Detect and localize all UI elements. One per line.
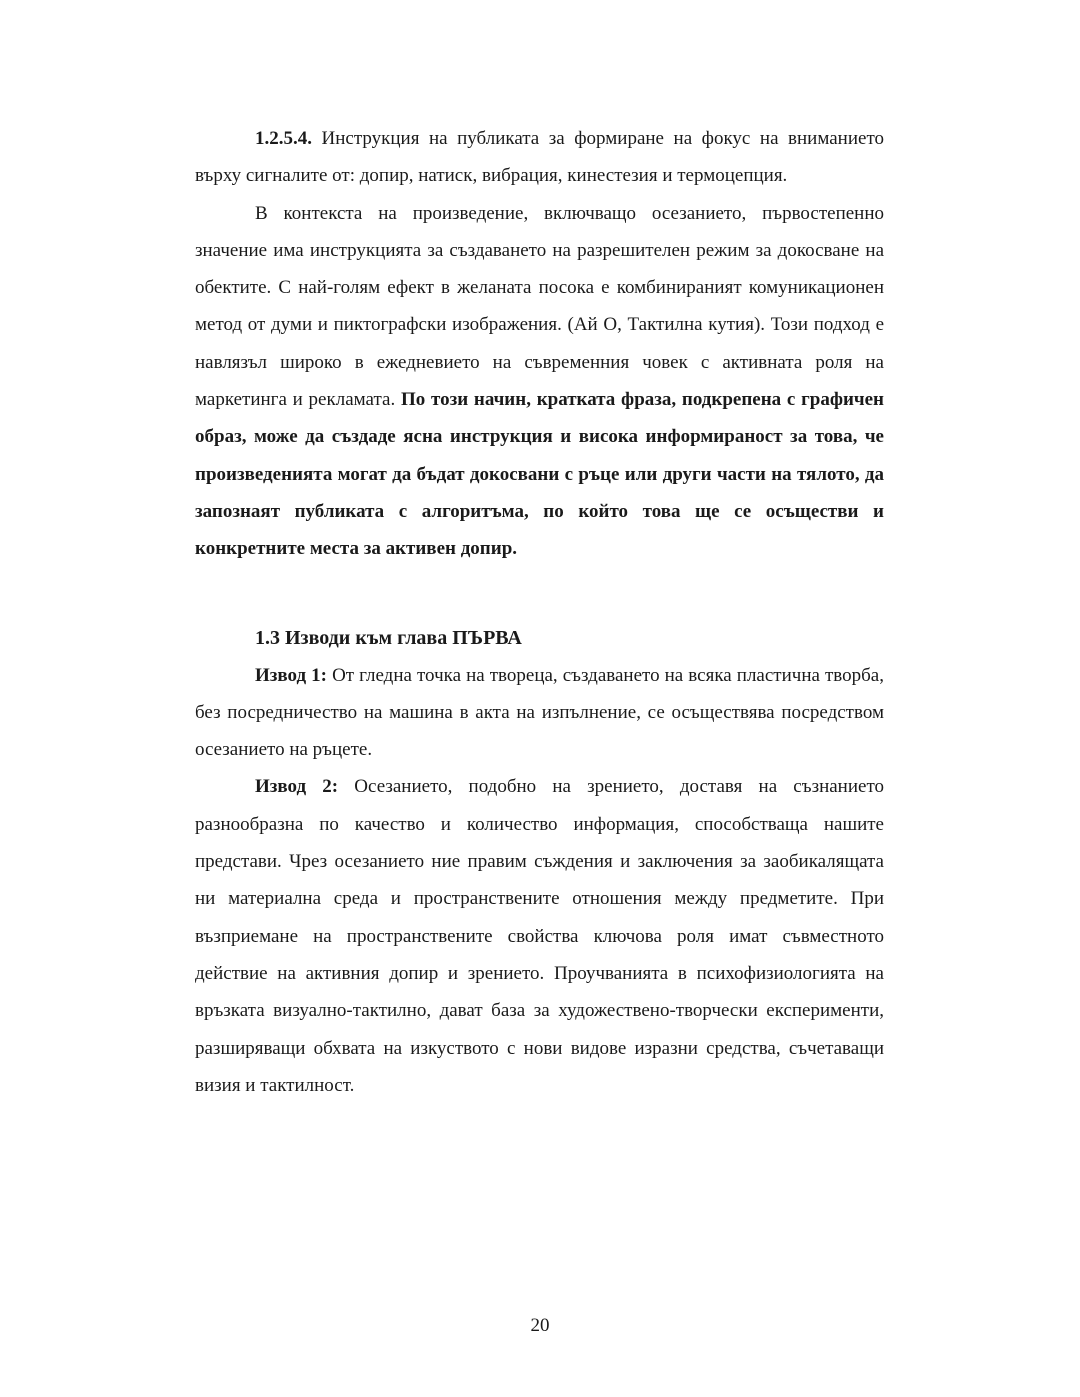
conclusion-2-paragraph bbox=[195, 768, 884, 1104]
section-title-text: Инструкция на публиката за формиране на фокус на вниманието върху сигналите от: допир, натиск, вибрация, кинестезия и термоцепция. bbox=[195, 128, 884, 187]
conclusion-1-text: От гледна точка на твореца, създаването на всяка пластична творба, без посредничество на машина в акта на изпълнение, се осъществява посредством осезанието на ръцете. bbox=[195, 664, 884, 761]
section-1254-paragraph bbox=[195, 120, 884, 195]
page-number: 20 bbox=[530, 1315, 550, 1336]
context-normal-text: В контекста на произведение, включващо осезанието, първостепенно значение има инструкцията за създаването на разрешителен режим за докосване на обектите. С най-голям ефект в желаната посока е комбинираният комуникационен метод от думи и пиктографски изображения. (Ай О, Тактилна кутия). Този подход е навлязъл широко в ежедневието на съвременния човек с активната роля на маркетинга и рекламата. bbox=[195, 202, 884, 411]
conclusion-2-text: Осезанието, подобно на зрението, доставя на съзнанието разнообразна по качество и количество информация, способстваща нашите представи. Чрез осезанието ние правим съждения и заключения за заобикалящата ни материална среда и пространствените отношения между предметите. При възприемане на пространствените свойства ключова роля имат съвместното действие на активния допир и зрението. Проучванията в психофизиологията на връзката визуално-тактилно, дават база за художествено-творчески експерименти, разширяващи обхвата на изкуството с нови видове изразни средства, съчетаващи визия и тактилност. bbox=[195, 776, 884, 1096]
conclusion-1-label: Извод 1: bbox=[255, 664, 328, 686]
context-bold-text: По този начин, кратката фраза, подкрепена с графичен образ, може да създаде ясна инструкция и висока информираност за това, че произведенията могат да бъдат докосвани с ръце или други части на тялото, да запознаят публиката с алгоритъма, по който това ще се осъществи и конкретните места за активен допир. bbox=[195, 389, 885, 560]
document-page bbox=[195, 120, 884, 1104]
section-heading: 1.3 Изводи към глава ПЪРВА bbox=[255, 626, 522, 649]
conclusion-2-label: Извод 2: bbox=[255, 776, 339, 798]
conclusion-1-paragraph bbox=[195, 657, 884, 769]
section-number: 1.2.5.4. bbox=[255, 128, 312, 149]
context-paragraph bbox=[195, 195, 884, 568]
spacer bbox=[195, 568, 884, 620]
